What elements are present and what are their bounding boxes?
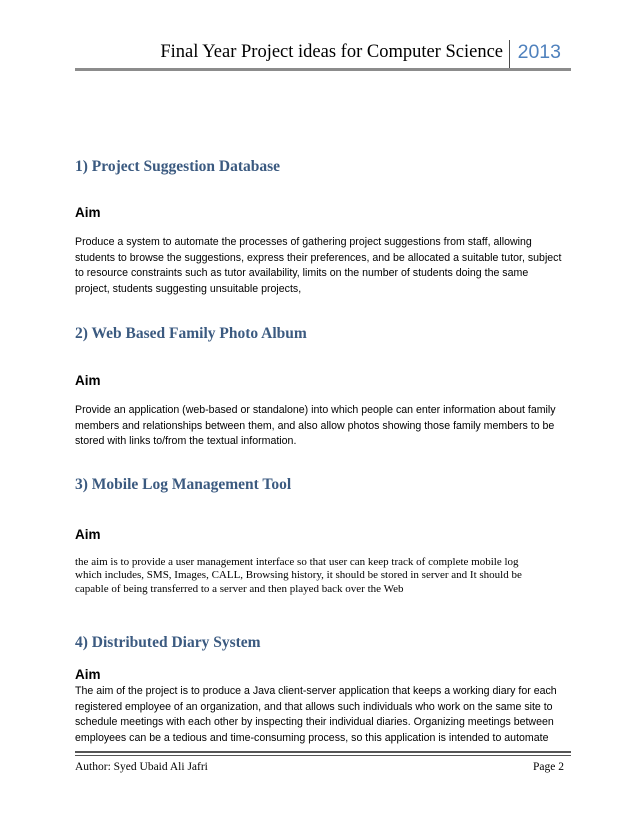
- header-year: 2013: [517, 41, 561, 63]
- description-line: project, students suggesting unsuitable projects,: [75, 282, 302, 295]
- footer-page-number: Page 2: [533, 761, 564, 773]
- description-line: the aim is to provide a user management interface so that user can keep track of complete mobile log: [75, 556, 519, 568]
- description-line: stored with links to/from the textual information.: [75, 435, 297, 448]
- footer-rule: [75, 755, 571, 756]
- footer-author: Author: Syed Ubaid Ali Jafri: [75, 761, 208, 773]
- section-description: [75, 235, 571, 297]
- description-line: The aim of the project is to produce a Java client-server application that keeps a working diary for each: [75, 685, 557, 697]
- description-line: to resource constraints such as tutor availability, limits on the number of students doing the same: [75, 267, 529, 280]
- description-line: schedule meetings with each other by inspecting their individual diaries. Organizing meetings between: [75, 716, 554, 729]
- header-rule: [75, 68, 571, 71]
- page-header: [75, 40, 571, 70]
- section-aim-label: Aim: [75, 527, 101, 542]
- description-line: which includes, SMS, Images, CALL, Browsing history, it should be stored in server and It should be: [75, 569, 522, 582]
- section-aim-label: Aim: [75, 667, 101, 682]
- section-title-project-suggestion-database: 1) Project Suggestion Database: [75, 158, 281, 175]
- description-line: capable of being transferred to a server and then played back over the Web: [75, 582, 404, 595]
- header-separator: [509, 40, 511, 69]
- section-title-distributed-diary-system: 4) Distributed Diary System: [75, 634, 261, 651]
- description-line: employees can be a tedious and time-consuming process, so this application is intended to automate: [75, 731, 549, 744]
- footer-rule: [75, 751, 571, 753]
- description-line: registered employee of an organization, and that allows such individuals who work on the same site to: [75, 700, 553, 713]
- section-aim-label: Aim: [75, 205, 101, 220]
- description-line: students to browse the suggestions, express their preferences, and be allocated a suitable tutor, subject: [75, 251, 562, 264]
- section-description: [75, 684, 571, 746]
- section-description: [75, 403, 571, 450]
- section-title-mobile-log-management-tool: 3) Mobile Log Management Tool: [75, 476, 292, 493]
- description-line: Provide an application (web-based or standalone) into which people can enter information about family: [75, 404, 556, 416]
- section-title-web-based-family-photo-album: 2) Web Based Family Photo Album: [75, 325, 307, 342]
- description-line: Produce a system to automate the processes of gathering project suggestions from staff, allowing: [75, 236, 532, 248]
- section-aim-label: Aim: [75, 373, 101, 388]
- section-description: [75, 556, 571, 596]
- description-line: members and relationships between them, and also allow photos showing those family members to be: [75, 419, 555, 432]
- header-title: Final Year Project ideas for Computer Science: [160, 42, 503, 62]
